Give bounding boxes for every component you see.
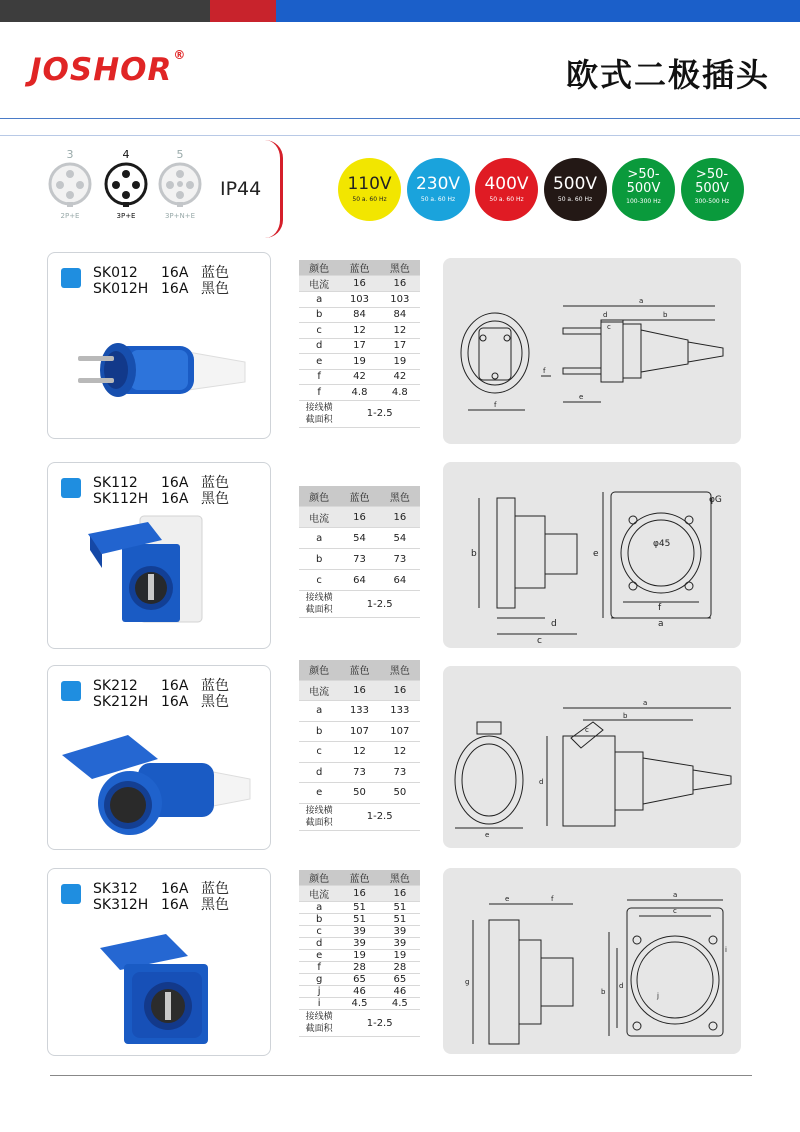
pin-label: 3P+N+E [164,212,196,220]
model-list [93,475,229,507]
dim-label-b: b [623,712,628,720]
table-cell: 12 [339,323,379,339]
table-cell: f [299,962,339,974]
table-row [299,354,420,370]
model-current: 16A [161,281,189,297]
table-cell: 107 [339,721,379,742]
model-number: SK012H [93,281,149,297]
model-number: SK212 [93,678,138,694]
model-color: 黑色 [201,897,229,913]
table-cell: 28 [380,962,420,974]
table-header-cell: 黑色 [380,486,420,507]
dim-label-f: f [551,895,554,903]
voltage-value: 110V [347,174,392,194]
voltage-value: >50-500V [626,167,661,196]
table-row [299,369,420,385]
voltage-badge [475,158,538,221]
model-number: SK212H [93,694,149,710]
dim-label-c: c [585,726,589,734]
dim-label-d: d [551,619,557,629]
table-header-cell: 黑色 [380,870,420,886]
table-cell: 4.5 [380,998,420,1010]
bullet-square-icon [61,268,81,288]
dim-label-f: f [658,603,662,613]
dim-label-a: a [639,297,644,305]
voltage-value: 500V [552,174,598,194]
table-header-cell: 颜色 [299,486,339,507]
table-cell: c [299,570,339,591]
bullet-square-icon [61,681,81,701]
table-cell: 64 [380,570,420,591]
table-header-cell: 黑色 [380,260,420,276]
table-row [299,742,420,763]
model-color: 蓝色 [201,265,229,281]
pin-config-3 [40,148,100,220]
table-header-cell: 蓝色 [339,660,379,680]
model-row [93,475,229,491]
voltage-value: 400V [484,174,529,194]
table-cell: 17 [339,338,379,354]
table-cell: d [299,338,339,354]
product-photo-sk312 [90,928,230,1050]
table-cell: 19 [380,354,420,370]
table-cell: b [299,549,339,570]
model-number: SK312H [93,897,149,913]
dim-label-b: b [663,311,668,319]
table-cell: a [299,902,339,914]
table-row [299,938,420,950]
table-wire-row [299,591,420,618]
table-wire-row [299,1010,420,1037]
table-header-cell: 蓝色 [339,486,379,507]
table-row [299,528,420,549]
brand-logo: JOSHOR® [30,48,187,88]
table-row [299,762,420,783]
table-header-cell: 黑色 [380,660,420,680]
table-cell: 12 [380,742,420,763]
voltage-frequency: 50 a. 60 Hz [489,196,524,203]
table-cell: b [299,721,339,742]
model-current: 16A [161,678,189,694]
bullet-square-icon [61,884,81,904]
table-cell: e [299,783,339,804]
model-current: 16A [161,881,189,897]
model-current: 16A [161,491,189,507]
table-cell: 73 [380,762,420,783]
table-cell: c [299,926,339,938]
dimension-drawing-sk212 [443,666,741,848]
header-divider-light [0,135,800,136]
table-cell: 42 [380,369,420,385]
table-cell: 电流 [299,886,339,902]
table-row [299,721,420,742]
header-divider [0,118,800,119]
table-row [299,307,420,323]
table-cell: 64 [339,570,379,591]
bullet-square-icon [61,478,81,498]
table-row [299,998,420,1010]
table-cell: a [299,528,339,549]
pin-number: 4 [122,148,130,161]
model-row [93,491,229,507]
table-row [299,974,420,986]
table-row [299,570,420,591]
table-cell: 107 [380,721,420,742]
model-row [93,897,229,913]
table-cell: 16 [380,886,420,902]
table-cell: e [299,950,339,962]
table-cell: 42 [339,369,379,385]
model-row [93,678,229,694]
pin-number: 5 [176,148,184,161]
table-cell: c [299,742,339,763]
dim-label-phi45: φ45 [653,539,671,549]
table-cell: 73 [380,549,420,570]
dim-label-b: b [601,988,606,996]
table-cell: a [299,701,339,722]
voltage-frequency: 50 a. 60 Hz [352,196,387,203]
table-header-cell: 蓝色 [339,260,379,276]
table-row [299,950,420,962]
table-cell: 12 [339,742,379,763]
voltage-badge [681,158,744,221]
top-bar-red [210,0,276,22]
dim-label-c: c [537,636,542,646]
table-row [299,549,420,570]
wire-value: 1-2.5 [339,1010,420,1037]
dim-label-e: e [505,895,510,903]
dim-label-a: a [673,891,678,899]
table-cell: 46 [380,986,420,998]
model-color: 蓝色 [201,475,229,491]
table-cell: d [299,938,339,950]
table-wire-row [299,400,420,427]
table-cell: 16 [339,276,379,292]
table-header-cell: 颜色 [299,260,339,276]
pin-config-5 [150,148,210,220]
table-cell: 16 [339,886,379,902]
spec-table [299,870,420,1037]
table-cell: 84 [339,307,379,323]
table-header-cell: 蓝色 [339,870,379,886]
dim-label-g: g [465,978,470,986]
table-row [299,914,420,926]
model-color: 蓝色 [201,881,229,897]
dim-label-d: d [603,311,608,319]
dim-label-f2: f [543,367,546,375]
table-current-row [299,886,420,902]
table-cell: 103 [339,292,379,308]
table-cell: 133 [339,701,379,722]
table-cell: 50 [339,783,379,804]
table-row [299,986,420,998]
dim-label-j: j [657,992,659,1000]
model-list [93,881,229,913]
table-cell: 16 [380,680,420,701]
pin-label: 2P+E [60,212,80,220]
voltage-frequency: 300-500 Hz [694,198,730,206]
wire-label: 接线横 截面积 [299,400,339,427]
wire-value: 1-2.5 [339,591,420,618]
product-photo-sk112 [78,508,228,633]
pin-number: 3 [66,148,74,161]
table-cell: 73 [339,549,379,570]
table-cell: 51 [339,914,379,926]
voltage-badge [544,158,607,221]
voltage-frequency: 50 a. 60 Hz [557,196,593,203]
table-cell: 54 [380,528,420,549]
dimension-drawing-sk112 [443,462,741,648]
socket-face-icon [47,161,93,207]
table-cell: b [299,307,339,323]
model-current: 16A [161,475,189,491]
model-row [93,694,229,710]
wire-value: 1-2.5 [339,400,420,427]
table-header-row [299,870,420,886]
table-cell: 4.5 [339,998,379,1010]
model-row [93,281,229,297]
table-cell: 46 [339,986,379,998]
table-cell: f [299,385,339,401]
table-cell: 54 [339,528,379,549]
pin-label: 3P+E [116,212,136,220]
table-cell: 16 [380,276,420,292]
table-cell: 51 [339,902,379,914]
table-cell: 电流 [299,276,339,292]
table-header-row [299,486,420,507]
table-cell: a [299,292,339,308]
page-title: 欧式二极插头 [565,56,770,94]
table-cell: 65 [380,974,420,986]
dim-label-e: e [485,831,490,839]
table-current-row [299,680,420,701]
table-row [299,338,420,354]
table-cell: i [299,998,339,1010]
table-row [299,385,420,401]
table-cell: 16 [339,680,379,701]
table-cell: 84 [380,307,420,323]
model-number: SK312 [93,881,138,897]
dim-label-e: e [593,549,599,559]
table-cell: d [299,762,339,783]
table-cell: 51 [380,902,420,914]
footer-divider [50,1075,752,1076]
table-current-row [299,507,420,528]
table-cell: 50 [380,783,420,804]
table-cell: 12 [380,323,420,339]
table-cell: 28 [339,962,379,974]
table-cell: 4.8 [380,385,420,401]
table-cell: 39 [339,938,379,950]
dim-label-i: i [725,946,727,954]
spec-table [299,260,420,428]
table-wire-row [299,803,420,830]
table-cell: 17 [380,338,420,354]
voltage-value: >50-500V [695,167,729,196]
table-cell: g [299,974,339,986]
model-current: 16A [161,694,189,710]
table-cell: j [299,986,339,998]
dim-label-c: c [607,323,611,331]
table-cell: f [299,369,339,385]
table-cell: b [299,914,339,926]
ip-rating: IP44 [220,178,262,200]
model-number: SK012 [93,265,138,281]
table-cell: 133 [380,701,420,722]
table-row [299,323,420,339]
wire-label: 接线横 截面积 [299,1010,339,1037]
dim-label-a: a [658,619,664,629]
model-number: SK112H [93,491,149,507]
socket-face-icon [157,161,203,207]
model-row [93,265,229,281]
table-current-row [299,276,420,292]
table-cell: 65 [339,974,379,986]
product-photo-sk012 [70,318,250,418]
table-cell: e [299,354,339,370]
voltage-badge [612,158,675,221]
table-row [299,902,420,914]
table-cell: 39 [380,926,420,938]
table-row [299,926,420,938]
table-header-row [299,260,420,276]
model-list [93,265,229,297]
top-bar-gray [0,0,210,22]
dim-label-c: c [673,907,677,915]
table-header-row [299,660,420,680]
table-cell: 电流 [299,507,339,528]
model-list [93,678,229,710]
model-color: 蓝色 [201,678,229,694]
table-cell: 19 [380,950,420,962]
table-header-cell: 颜色 [299,870,339,886]
voltage-badge [407,158,470,221]
table-cell: 4.8 [339,385,379,401]
table-row [299,292,420,308]
table-cell: 51 [380,914,420,926]
dim-label-d: d [539,778,544,786]
pin-config-4 [96,148,156,220]
dimension-drawing-sk312 [443,868,741,1054]
model-color: 黑色 [201,694,229,710]
spec-table [299,486,420,618]
spec-table [299,660,420,831]
socket-face-icon [103,161,149,207]
voltage-badge [338,158,401,221]
top-bar-blue [276,0,800,22]
model-number: SK112 [93,475,138,491]
voltage-value: 230V [415,174,461,194]
model-current: 16A [161,897,189,913]
top-color-bar [0,0,800,22]
dim-label-f1: f [494,401,497,409]
voltage-frequency: 100-300 Hz [626,198,661,206]
table-cell: 19 [339,354,379,370]
model-row [93,881,229,897]
table-row [299,783,420,804]
table-cell: c [299,323,339,339]
wire-label: 接线横 截面积 [299,591,339,618]
dim-label-b: b [471,549,477,559]
table-row [299,701,420,722]
dim-label-a: a [643,699,648,707]
table-row [299,962,420,974]
table-cell: 19 [339,950,379,962]
table-cell: 39 [339,926,379,938]
table-cell: 16 [339,507,379,528]
model-color: 黑色 [201,491,229,507]
dim-label-d: d [619,982,624,990]
model-current: 16A [161,265,189,281]
wire-value: 1-2.5 [339,803,420,830]
table-cell: 电流 [299,680,339,701]
product-photo-sk212 [62,725,257,845]
dimension-drawing-sk012 [443,258,741,444]
voltage-frequency: 50 a. 60 Hz [420,196,456,203]
table-cell: 73 [339,762,379,783]
table-cell: 39 [380,938,420,950]
dim-label-phig: φG [709,495,722,505]
table-cell: 16 [380,507,420,528]
dim-label-e: e [579,393,584,401]
table-header-cell: 颜色 [299,660,339,680]
table-cell: 103 [380,292,420,308]
wire-label: 接线横 截面积 [299,803,339,830]
model-color: 黑色 [201,281,229,297]
